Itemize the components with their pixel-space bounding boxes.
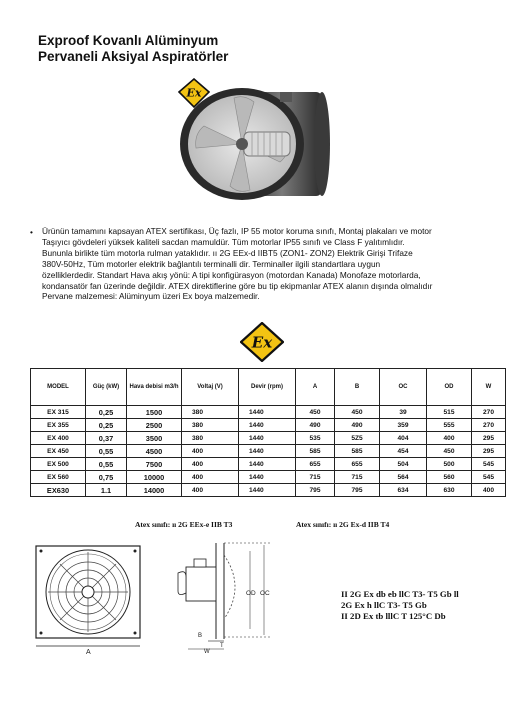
description-line: kondansatör fan üzerinde değildir. ATEX direktiflerine göre bu tip ekipmanlar ATEX alanın dışında olmalıdır [42,280,433,291]
cell: 490 [335,419,380,432]
cell: 585 [335,445,380,458]
cell: 454 [380,445,427,458]
cell: 795 [296,484,335,497]
cell: 295 [472,445,506,458]
description-line: Taşıyıcı gövdeleri yüksek kaliteli sacdan mamuldür. Tüm motorlar IP55 sınıfı ve Class F yalıtımlıdır. [42,236,405,247]
cell: 1440 [239,419,296,432]
cell: 2500 [127,419,182,432]
cell: 560 [427,471,472,484]
cell: 715 [335,471,380,484]
cell: 5Z5 [335,432,380,445]
svg-text:Ex: Ex [251,333,273,352]
ex-hexagon-icon [240,322,284,362]
cell: 400 [182,484,239,497]
cell: 0,75 [86,471,127,484]
table-row [31,432,506,445]
cell: 10000 [127,471,182,484]
spec-table [30,368,506,497]
svg-text:B: B [198,633,203,639]
col-od: OD [427,369,472,406]
table-row [31,445,506,458]
description-line: Bununla birlikte tüm motorla rulman yataklıdır. ıı 2G EEx-d IIBT5 (ZON1- ZON2) Elektrik Girişi Trifaze [42,247,413,258]
cell: 655 [335,458,380,471]
cell: 14000 [127,484,182,497]
cell: 450 [335,406,380,419]
cell: 400 [182,445,239,458]
cell: 270 [472,406,506,419]
cell: 795 [335,484,380,497]
col-rpm: Devir (rpm) [239,369,296,406]
col-airflow: Hava debisi m3/h [127,369,182,406]
cell: 39 [380,406,427,419]
svg-text:A: A [86,649,91,656]
svg-text:T: T [220,643,224,649]
cell: EX 560 [31,471,86,484]
cell: 1440 [239,432,296,445]
table-header-row [31,369,506,406]
table-row [31,458,506,471]
cell: 655 [296,458,335,471]
fan-photo [172,82,332,211]
cell: EX630 [31,484,86,497]
cell: 1440 [239,458,296,471]
cell: 585 [296,445,335,458]
cell: 535 [296,432,335,445]
cell: 545 [472,471,506,484]
cell: 0,55 [86,445,127,458]
bullet-marker: • [30,227,33,237]
cell: 400 [182,458,239,471]
cell: 0,37 [86,432,127,445]
cell: 450 [427,445,472,458]
col-model: MODEL [31,369,86,406]
marking-line: II 2D Ex tb lllC T 125°C Db [341,611,446,621]
cell: 380 [182,419,239,432]
cell: 564 [380,471,427,484]
col-voltage: Voltaj (V) [182,369,239,406]
cell: 515 [427,406,472,419]
cell: 359 [380,419,427,432]
svg-text:Ex: Ex [186,86,202,100]
cell: 545 [472,458,506,471]
cell: 380 [182,406,239,419]
cell: EX 355 [31,419,86,432]
description-line: Pervane malzemesi: Alüminyum üzeri Ex boya malzemedir. [42,291,260,302]
col-oc: OC [380,369,427,406]
cell: 400 [182,471,239,484]
col-power: Güç (kW) [86,369,127,406]
cell: EX 500 [31,458,86,471]
table-row [31,419,506,432]
ex-symbol [240,322,284,367]
cell: 295 [472,432,506,445]
cell: 1.1 [86,484,127,497]
description-line: özelliklerdedir. Standart Hava akış yönü: A tipi konfigürasyon (motordan Kanada) Monofaze motorlarda, [42,269,421,280]
cell: 7500 [127,458,182,471]
cell: 634 [380,484,427,497]
cell: 400 [427,432,472,445]
fan-front-diagram [34,544,144,656]
fan-side-diagram [168,537,286,653]
cell: 1440 [239,484,296,497]
cell: 0,25 [86,406,127,419]
front-view-drawing [34,544,144,661]
marking-line: 2G Ex h llC T3- T5 Gb [341,600,427,610]
table-row [31,406,506,419]
cell: 380 [182,432,239,445]
ex-badge-icon [178,78,210,108]
atex-class-right: Atex sınıfı: ıı 2G Ex-d IIB T4 [296,520,390,529]
svg-text:OD: OD [246,590,256,597]
cell: 630 [427,484,472,497]
cell: 0,55 [86,458,127,471]
cell: 1440 [239,445,296,458]
cell: EX 315 [31,406,86,419]
col-a: A [296,369,335,406]
atex-markings [341,589,459,622]
atex-class-left: Atex sınıfı: ıı 2G EEx-e IIB T3 [135,520,233,529]
cell: 715 [296,471,335,484]
cell: 0,25 [86,419,127,432]
title-line-2: Pervaneli Aksiyal Aspiratörler [38,49,229,64]
svg-text:W: W [204,649,210,653]
cell: 270 [472,419,506,432]
cell: EX 400 [31,432,86,445]
cell: 1500 [127,406,182,419]
svg-text:OC: OC [260,590,270,597]
table-row [31,471,506,484]
cell: 400 [472,484,506,497]
description-line: 380V-50Hz, Tüm motorler elektrik bağlantılı terminalli dir. Terminaller ilgili standartlara uygun [42,258,381,269]
page-title [38,33,228,65]
side-view-drawing [168,537,286,658]
col-w: W [472,369,506,406]
marking-line: II 2G Ex db eb llC T3- T5 Gb ll [341,589,459,599]
cell: 1440 [239,471,296,484]
title-line-1: Exproof Kovanlı Alüminyum [38,33,219,48]
cell: EX 450 [31,445,86,458]
col-b: B [335,369,380,406]
cell: 4500 [127,445,182,458]
description-paragraph [42,226,490,302]
cell: 1440 [239,406,296,419]
cell: 450 [296,406,335,419]
description-line: Ürünün tamamını kapsayan ATEX sertifikası, Üç fazlı, IP 55 motor koruma sınıfı, Montaj plakaları ve motor [42,226,432,236]
cell: 504 [380,458,427,471]
cell: 555 [427,419,472,432]
cell: 490 [296,419,335,432]
table-row [31,484,506,497]
cell: 500 [427,458,472,471]
cell: 3500 [127,432,182,445]
cell: 404 [380,432,427,445]
